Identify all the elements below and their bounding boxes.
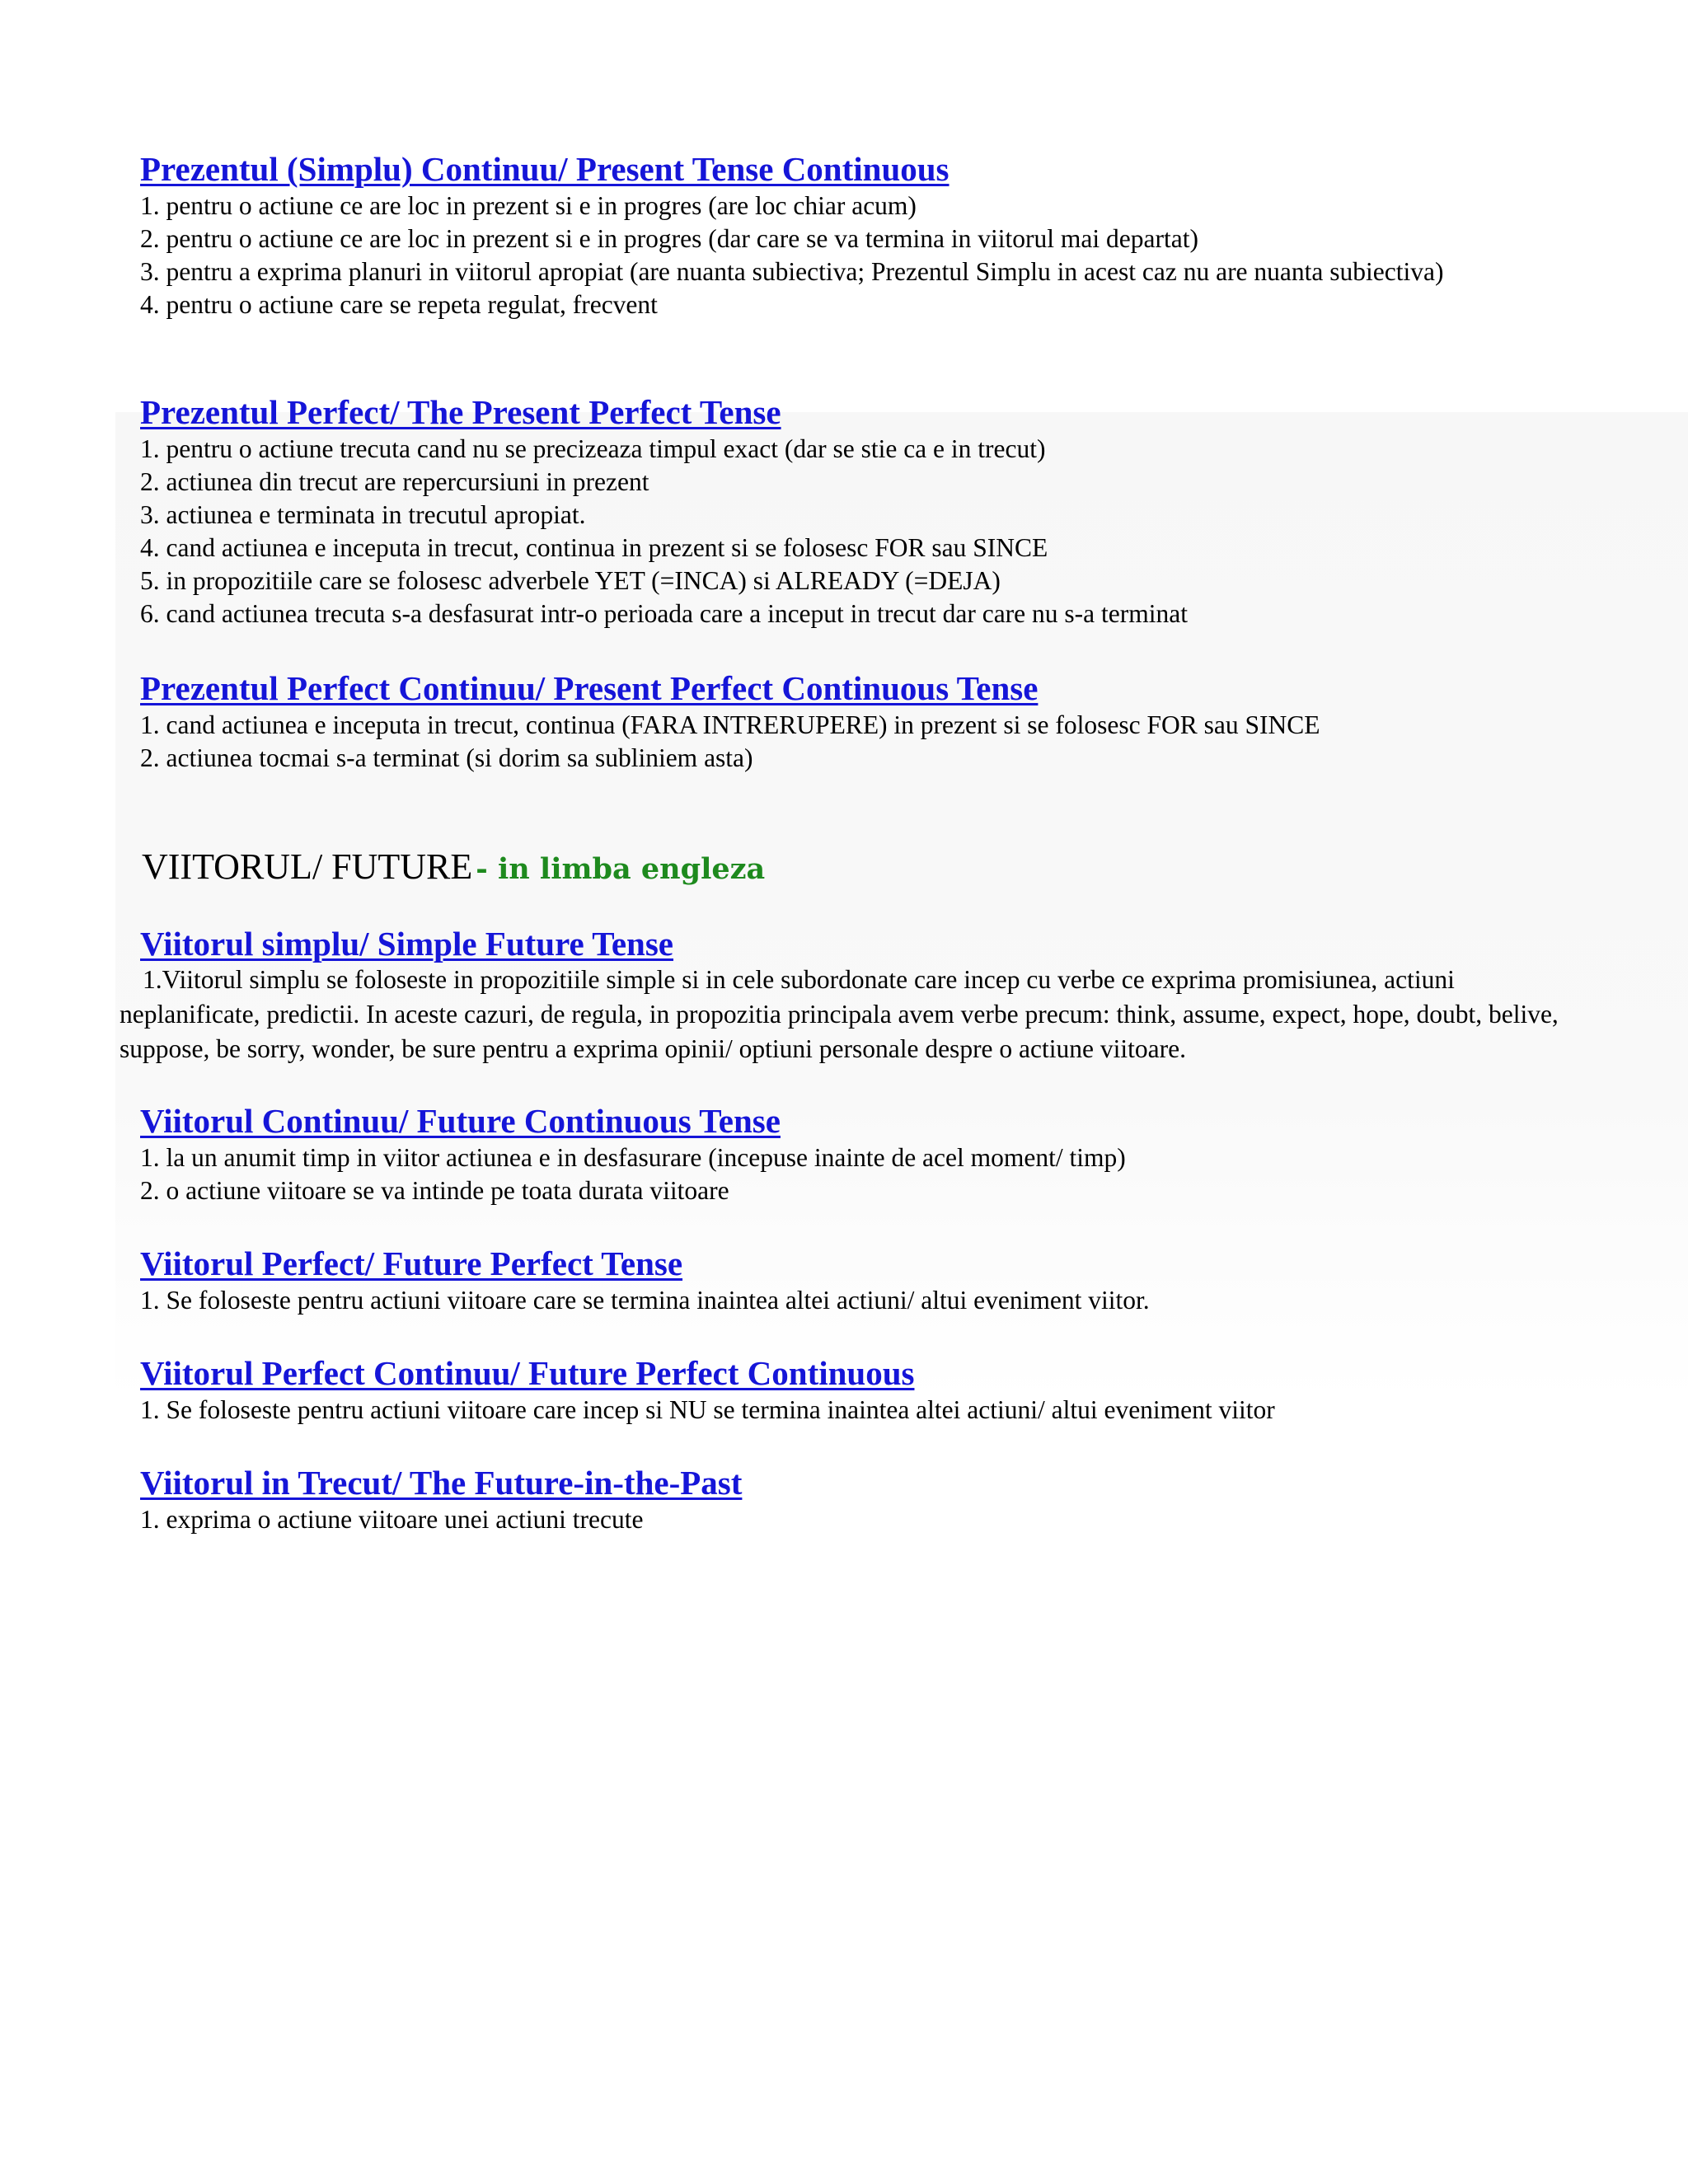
future-section-title bbox=[142, 844, 765, 890]
section-future-perfect bbox=[140, 1243, 1624, 1317]
heading-present-continuous[interactable]: Prezentul (Simplu) Continuu/ Present Tense Continuous bbox=[140, 150, 950, 188]
list-item: 1. Se foloseste pentru actiuni viitoare care incep si NU se termina inaintea altei actiuni/ altui eveniment viitor bbox=[140, 1395, 1275, 1424]
section-future-perfect-continuous bbox=[140, 1352, 1624, 1427]
list-item: 1. pentru o actiune ce are loc in prezent si e in progres (are loc chiar acum) bbox=[140, 191, 917, 220]
heading-simple-future[interactable]: Viitorul simplu/ Simple Future Tense bbox=[140, 925, 673, 963]
list-item: 2. pentru o actiune ce are loc in prezent si e in progres (dar care se va termina in viitorul mai departat) bbox=[140, 224, 1198, 253]
section-present-perfect bbox=[140, 391, 1624, 630]
list-item: 1. cand actiunea e inceputa in trecut, continua (FARA INTRERUPERE) in prezent si se folosesc FOR sau SINCE bbox=[140, 710, 1320, 739]
section-present-continuous bbox=[140, 148, 1624, 321]
list-item: 4. pentru o actiune care se repeta regulat, frecvent bbox=[140, 290, 658, 319]
section-present-perfect-continuous bbox=[140, 668, 1624, 775]
list-item: 1. exprima o actiune viitoare unei actiuni trecute bbox=[140, 1505, 644, 1534]
simple-future-paragraph: 1.Viitorul simplu se foloseste in propozitiile simple si in cele subordonate care incep cu verbe ce exprima promisiunea, actiuni neplanificate, predictii. In aceste cazuri, de regula, in propozitia principala avem verbe precum: think, assume, expect, hope, doubt, belive, suppose, be sorry, wonder, be sure pentru a exprima opinii/ optiuni personale despre o actiune viitoare. bbox=[120, 965, 1559, 1063]
section-future-in-the-past bbox=[140, 1462, 1624, 1536]
list-item: 3. actiunea e terminata in trecutul apropiat. bbox=[140, 500, 586, 529]
list-item: 2. actiunea tocmai s-a terminat (si dorim sa subliniem asta) bbox=[140, 743, 753, 772]
list-item: 5. in propozitiile care se folosesc adverbele YET (=INCA) si ALREADY (=DEJA) bbox=[140, 566, 1001, 595]
section-simple-future bbox=[140, 923, 1624, 964]
list-item: 2. actiunea din trecut are repercursiuni in prezent bbox=[140, 467, 649, 496]
heading-present-perfect[interactable]: Prezentul Perfect/ The Present Perfect Tense bbox=[140, 393, 781, 431]
list-item: 1. pentru o actiune trecuta cand nu se precizeaza timpul exact (dar se stie ca e in trecut) bbox=[140, 434, 1046, 463]
heading-future-in-the-past[interactable]: Viitorul in Trecut/ The Future-in-the-Past bbox=[140, 1464, 743, 1502]
list-item: 3. pentru a exprima planuri in viitorul apropiat (are nuanta subiectiva; Prezentul Simplu in acest caz nu are nuanta subiectiva) bbox=[140, 257, 1444, 286]
heading-future-perfect[interactable]: Viitorul Perfect/ Future Perfect Tense bbox=[140, 1244, 683, 1282]
heading-future-continuous[interactable]: Viitorul Continuu/ Future Continuous Tense bbox=[140, 1102, 781, 1140]
list-item: 4. cand actiunea e inceputa in trecut, continua in prezent si se folosesc FOR sau SINCE bbox=[140, 533, 1048, 562]
section-future-continuous bbox=[140, 1100, 1624, 1207]
list-item: 6. cand actiunea trecuta s-a desfasurat intr-o perioada care a inceput in trecut dar care nu s-a terminat bbox=[140, 599, 1188, 628]
list-item: 1. Se foloseste pentru actiuni viitoare care se termina inaintea altei actiuni/ altui eveniment viitor. bbox=[140, 1286, 1150, 1315]
list-item: 2. o actiune viitoare se va intinde pe toata durata viitoare bbox=[140, 1176, 729, 1205]
future-title-text: VIITORUL/ FUTURE bbox=[142, 846, 473, 887]
list-item: 1. la un anumit timp in viitor actiunea e in desfasurare (incepuse inainte de acel moment/ timp) bbox=[140, 1143, 1126, 1172]
heading-future-perfect-continuous[interactable]: Viitorul Perfect Continuu/ Future Perfect Continuous bbox=[140, 1354, 915, 1392]
future-subtitle: - in limba engleza bbox=[476, 852, 766, 886]
heading-present-perfect-continuous[interactable]: Prezentul Perfect Continuu/ Present Perfect Continuous Tense bbox=[140, 669, 1039, 707]
